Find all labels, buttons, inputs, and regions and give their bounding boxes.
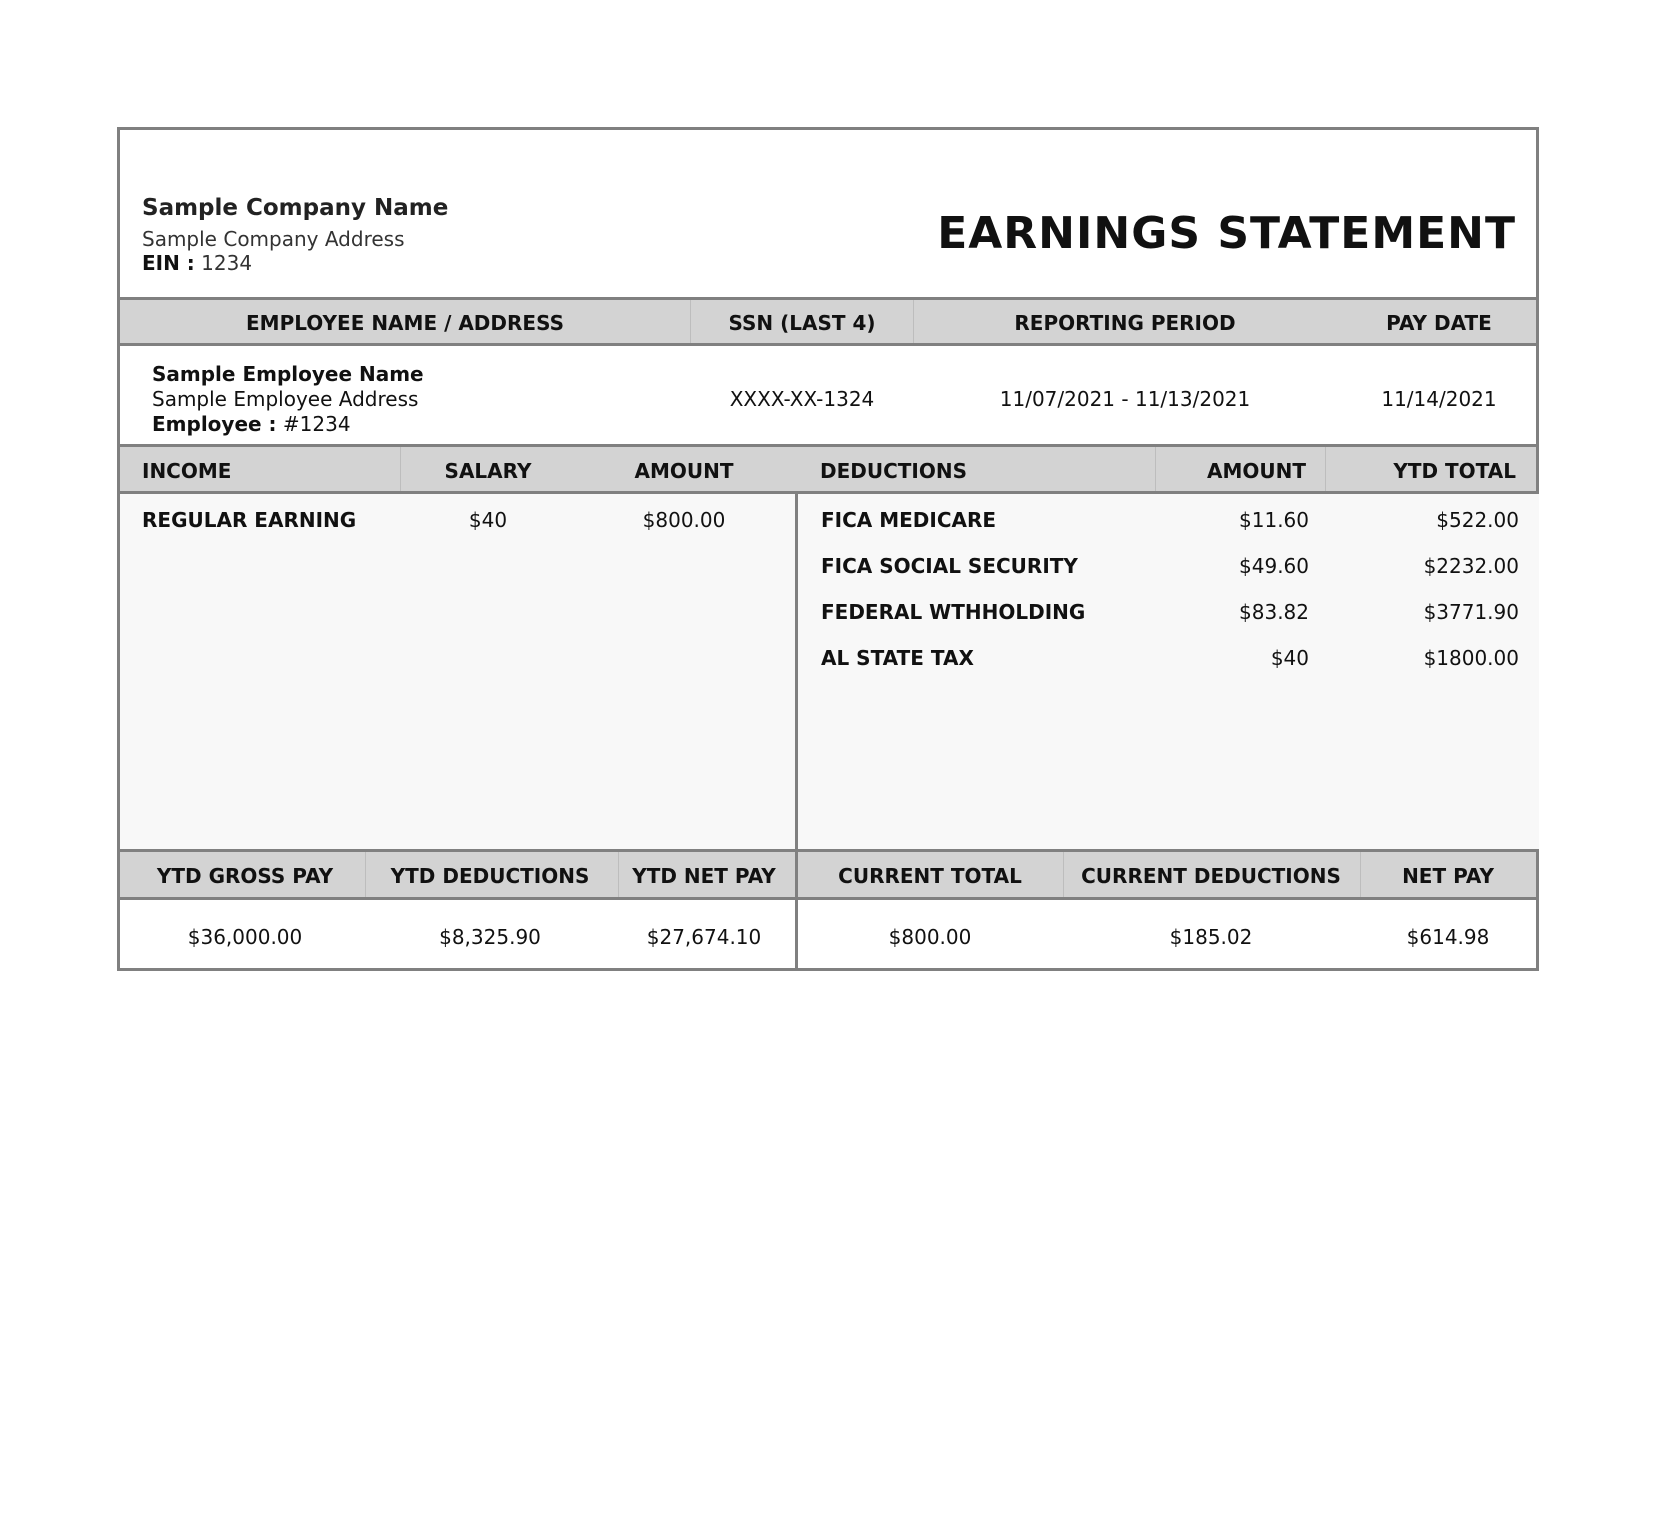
reporting-period-header: REPORTING PERIOD [1014,311,1236,335]
current-total-header: CURRENT TOTAL [838,864,1022,888]
deduction-row-amount: $49.60 [1239,554,1309,578]
ssn-header: SSN (LAST 4) [728,311,876,335]
salary-header: SALARY [444,459,532,483]
column-separator [1063,852,1064,897]
employee-id-label: Employee : [152,412,277,436]
column-separator [913,300,914,343]
income-header: INCOME [142,459,232,483]
column-separator [400,447,401,491]
deduction-row-name: FICA SOCIAL SECURITY [821,554,1078,578]
ssn-value: XXXX-XX-1324 [729,387,875,411]
income-amount-header: AMOUNT [634,459,734,483]
ytd-deductions-header: YTD DEDUCTIONS [390,864,590,888]
deduction-row-amount: $83.82 [1239,600,1309,624]
ein-value: 1234 [201,251,253,275]
deduction-amount-header: AMOUNT [1206,459,1306,483]
current-deductions-value: $185.02 [1169,925,1253,949]
reporting-period-value: 11/07/2021 - 11/13/2021 [999,387,1251,411]
deductions-panel [798,494,1539,849]
deduction-row-ytd: $3771.90 [1423,600,1519,624]
column-separator [690,300,691,343]
column-separator [365,852,366,897]
deduction-row-ytd: $1800.00 [1423,646,1519,670]
employee-id-value: #1234 [282,412,351,436]
employee-name: Sample Employee Name [152,362,424,386]
employee-address: Sample Employee Address [152,387,419,411]
divider [120,897,1536,900]
deduction-row-amount: $40 [1270,646,1309,670]
deduction-row-ytd: $522.00 [1436,508,1519,532]
deduction-row-amount: $11.60 [1239,508,1309,532]
ytd-gross-pay-header: YTD GROSS PAY [156,864,334,888]
ytd-total-header: YTD TOTAL [1393,459,1516,483]
income-panel [120,494,795,849]
employee-header: EMPLOYEE NAME / ADDRESS [246,311,564,335]
ein-label: EIN : [142,251,195,275]
deduction-row-ytd: $2232.00 [1423,554,1519,578]
deductions-header: DEDUCTIONS [820,459,968,483]
income-row-amount: $800.00 [642,508,726,532]
pay-date-header: PAY DATE [1386,311,1492,335]
column-separator [1325,447,1326,491]
employee-id [152,412,351,436]
ytd-gross-pay-value: $36,000.00 [187,925,303,949]
company-name: Sample Company Name [142,195,449,221]
company-ein [142,251,252,275]
deduction-row-name: FICA MEDICARE [821,508,997,532]
deduction-row-name: FEDERAL WTHHOLDING [821,600,1086,624]
company-address: Sample Company Address [142,227,405,251]
deduction-row-name: AL STATE TAX [821,646,974,670]
panel-divider [795,849,798,971]
ytd-deductions-value: $8,325.90 [439,925,541,949]
income-row-salary: $40 [468,508,508,532]
column-separator [1155,447,1156,491]
income-row-name: REGULAR EARNING [142,508,357,532]
column-separator [618,852,619,897]
column-separator [1360,852,1361,897]
current-total-value: $800.00 [888,925,972,949]
ytd-net-pay-value: $27,674.10 [646,925,762,949]
net-pay-header: NET PAY [1402,864,1494,888]
net-pay-value: $614.98 [1406,925,1490,949]
pay-date-value: 11/14/2021 [1381,387,1497,411]
document-title: EARNINGS STATEMENT [937,208,1516,259]
ytd-net-pay-header: YTD NET PAY [632,864,776,888]
divider [120,343,1536,346]
current-deductions-header: CURRENT DEDUCTIONS [1081,864,1341,888]
earnings-statement [117,127,1539,971]
